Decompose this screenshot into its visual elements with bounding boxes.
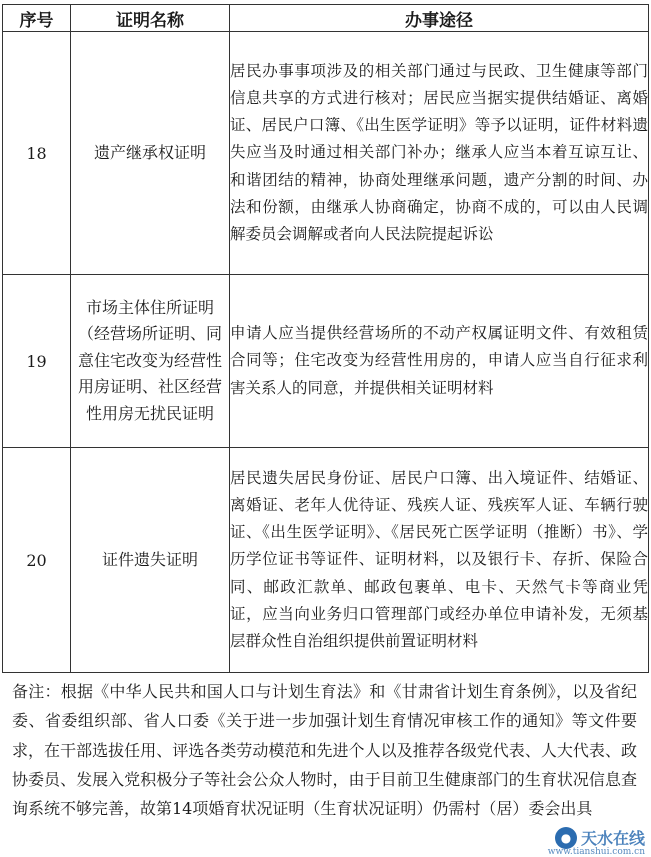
- watermark-url: www.tianshui.com.cn: [547, 847, 645, 857]
- procedure-text: 申请人应当提供经营场所的不动产权属证明文件、有效租赁合同等；住宅改变为经营性用房的，申请人应当自行征求利害关系人的同意，并提供相关证明材料: [230, 275, 649, 448]
- table-row: [3, 275, 649, 448]
- header-number: 序号: [3, 5, 71, 32]
- certificate-table: [2, 4, 649, 673]
- table-row: [3, 448, 649, 673]
- footnote-remark: 备注：根据《中华人民共和国人口与计划生育法》和《甘肃省计划生育条例》，以及省纪委、省委组织部、省人口委《关于进一步加强计划生育情况审核工作的通知》等文件要求，在干部选拔任用、评选各类劳动模范和先进个人以及推荐各级党代表、人大代表、政协委员、发展入党积极分子等社会公众人物时，由于目前卫生健康部门的生育状况信息查询系统不够完善，故第14项婚育状况证明（生育状况证明）仍需村（居）委会出具: [12, 682, 637, 819]
- procedure-text: 居民遗失居民身份证、居民户口簿、出入境证件、结婚证、离婚证、老年人优待证、残疾人证、残疾军人证、车辆行驶证、《出生医学证明》、《居民死亡医学证明（推断）书》、学历学位证书等证件、证明材料，以及银行卡、存折、保险合同、邮政汇款单、邮政包裹单、电卡、天然气卡等商业凭证，应当向业务归口管理部门或经办单位申请补发，无须基层群众性自治组织提供前置证明材料: [230, 448, 649, 673]
- site-logo-icon: ●: [555, 827, 577, 849]
- header-certificate-name: 证明名称: [71, 5, 230, 32]
- site-watermark: [555, 826, 645, 849]
- table-row: [3, 32, 649, 275]
- header-procedure: 办事途径: [230, 5, 649, 32]
- certificate-name: 市场主体住所证明（经营场所证明、同意住宅改变为经营性用房证明、社区经营性用房无扰民证明: [71, 275, 230, 448]
- watermark-text: 天水在线: [580, 829, 645, 848]
- table-header-row: [3, 5, 649, 32]
- row-number: 18: [3, 32, 71, 275]
- row-number: 19: [3, 275, 71, 448]
- row-number: 20: [3, 448, 71, 673]
- procedure-text: 居民办事事项涉及的相关部门通过与民政、卫生健康等部门信息共享的方式进行核对；居民应当据实提供结婚证、离婚证、居民户口簿、《出生医学证明》等予以证明，证件材料遗失应当及时通过相关部门补办；继承人应当本着互谅互让、和谐团结的精神，协商处理继承问题，遗产分割的时间、办法和份额，由继承人协商确定，协商不成的，可以由人民调解委员会调解或者向人民法院提起诉讼: [230, 32, 649, 275]
- certificate-name: 遗产继承权证明: [71, 32, 230, 275]
- certificate-name: 证件遗失证明: [71, 448, 230, 673]
